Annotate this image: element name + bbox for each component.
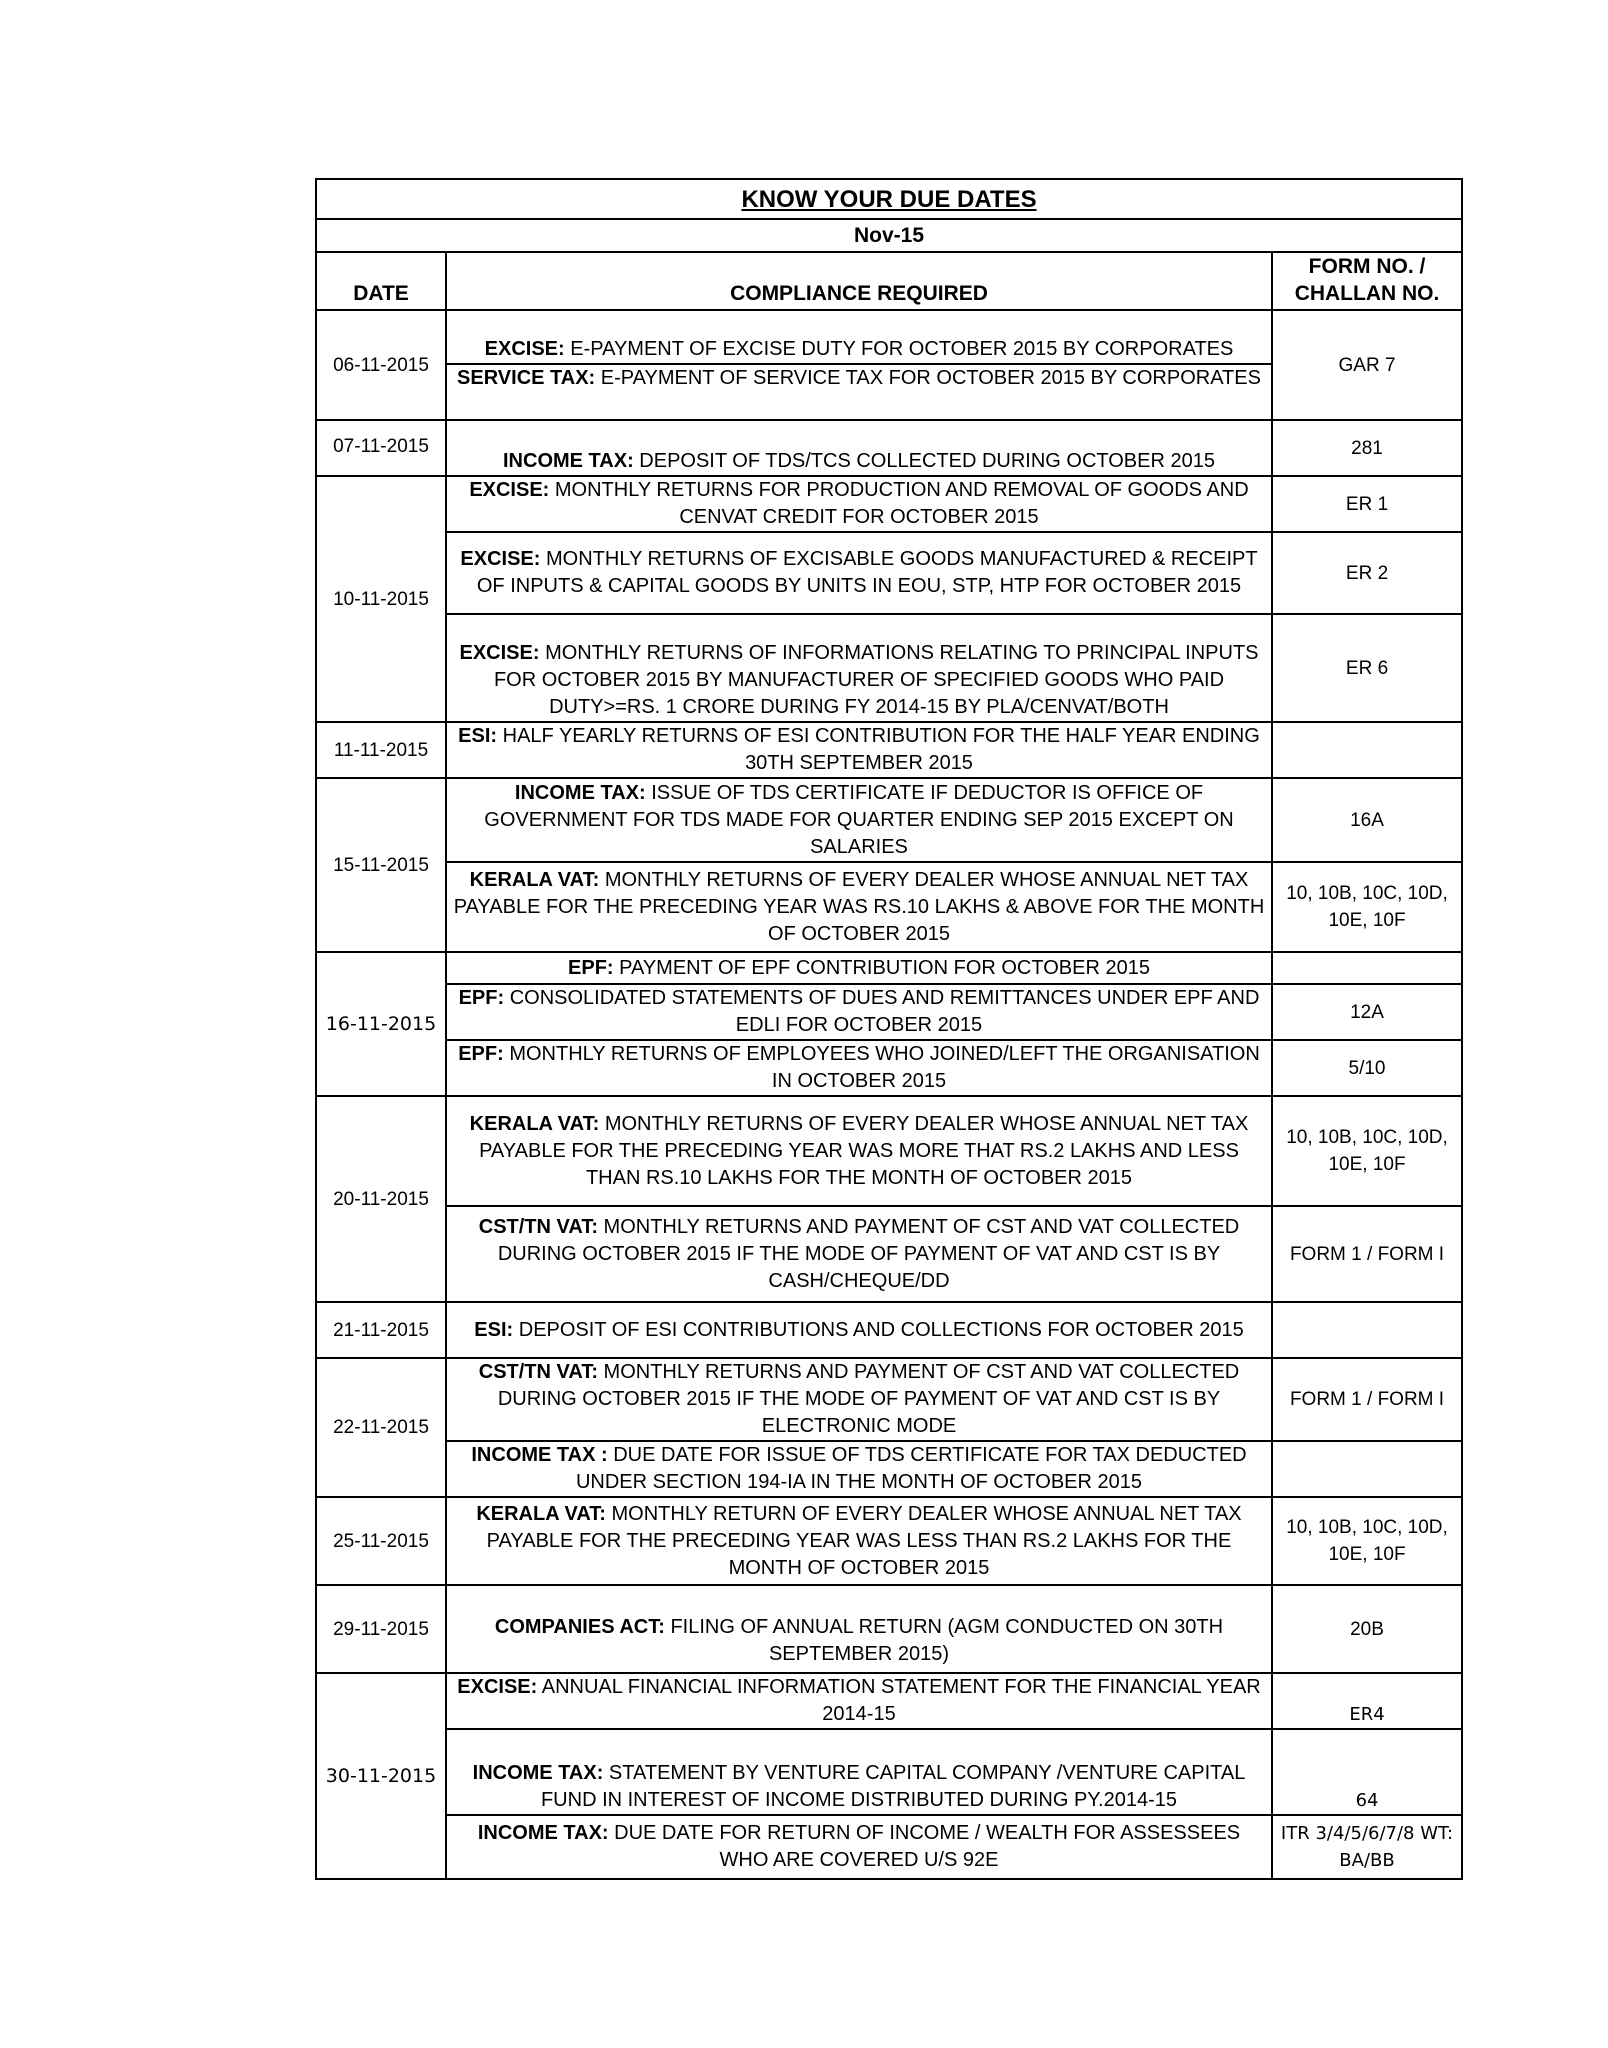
compliance-text: PAYMENT OF EPF CONTRIBUTION FOR OCTOBER 2015 bbox=[613, 956, 1150, 979]
compliance-tag: ESI: bbox=[458, 725, 498, 747]
compliance-cell bbox=[446, 1302, 1272, 1358]
date-cell: 15-11-2015 bbox=[316, 778, 446, 952]
form-cell: ER 6 bbox=[1272, 614, 1462, 722]
table-row bbox=[316, 1040, 1462, 1096]
compliance-text: MONTHLY RETURNS OF EVERY DEALER WHOSE ANNUAL NET TAX PAYABLE FOR THE PRECEDING YEAR WAS RS.10 LAKHS & ABOVE FOR THE MONTH OF OCTOBER 2015 bbox=[453, 868, 1265, 945]
date-cell: 20-11-2015 bbox=[316, 1096, 446, 1302]
date-cell: 10-11-2015 bbox=[316, 476, 446, 722]
compliance-text: MONTHLY RETURNS FOR PRODUCTION AND REMOVAL OF GOODS AND CENVAT CREDIT FOR OCTOBER 2015 bbox=[549, 479, 1249, 528]
compliance-text: MONTHLY RETURNS OF EMPLOYEES WHO JOINED/LEFT THE ORGANISATION IN OCTOBER 2015 bbox=[503, 1043, 1260, 1092]
table-row bbox=[316, 1497, 1462, 1585]
compliance-tag: KERALA VAT: bbox=[476, 1502, 606, 1525]
compliance-cell bbox=[446, 1206, 1272, 1302]
form-cell: 281 bbox=[1272, 420, 1462, 476]
compliance-cell bbox=[446, 310, 1272, 364]
compliance-tag: ESI: bbox=[474, 1318, 514, 1341]
compliance-tag: EXCISE: bbox=[460, 548, 541, 570]
compliance-tag: SERVICE TAX: bbox=[457, 367, 596, 389]
compliance-tag: CST/TN VAT: bbox=[478, 1215, 598, 1238]
table-row bbox=[316, 420, 1462, 476]
table-row bbox=[316, 614, 1462, 722]
form-cell: 10, 10B, 10C, 10D, 10E, 10F bbox=[1272, 1096, 1462, 1206]
table-row bbox=[316, 1206, 1462, 1302]
compliance-text: DEPOSIT OF ESI CONTRIBUTIONS AND COLLECTIONS FOR OCTOBER 2015 bbox=[513, 1318, 1244, 1341]
compliance-tag: INCOME TAX: bbox=[514, 781, 646, 804]
compliance-cell bbox=[446, 1497, 1272, 1585]
compliance-tag: COMPANIES ACT: bbox=[494, 1616, 665, 1638]
compliance-text: MONTHLY RETURNS OF INFORMATIONS RELATING TO PRINCIPAL INPUTS FOR OCTOBER 2015 BY MANUFACTURER OF SPECIFIED GOODS WHO PAID DUTY>=RS. 1 CRORE DURING FY 2014-15 BY PLA/CENVAT/BOTH bbox=[493, 642, 1259, 718]
compliance-cell bbox=[446, 722, 1272, 778]
date-cell: 22-11-2015 bbox=[316, 1358, 446, 1497]
table-row bbox=[316, 1585, 1462, 1673]
compliance-text: DUE DATE FOR RETURN OF INCOME / WEALTH FOR ASSESSEES WHO ARE COVERED U/S 92E bbox=[608, 1822, 1241, 1871]
compliance-tag: INCOME TAX: bbox=[477, 1822, 609, 1844]
form-cell: FORM 1 / FORM I bbox=[1272, 1206, 1462, 1302]
form-cell: 16A bbox=[1272, 778, 1462, 862]
date-cell: 21-11-2015 bbox=[316, 1302, 446, 1358]
header-form: FORM NO. / CHALLAN NO. bbox=[1272, 252, 1462, 310]
table-row bbox=[316, 1441, 1462, 1497]
table-row bbox=[316, 1673, 1462, 1729]
date-cell: 07-11-2015 bbox=[316, 420, 446, 476]
compliance-cell bbox=[446, 1729, 1272, 1815]
compliance-text: MONTHLY RETURN OF EVERY DEALER WHOSE ANNUAL NET TAX PAYABLE FOR THE PRECEDING YEAR WAS LESS THAN RS.2 LAKHS FOR THE MONTH OF OCTOBER 2015 bbox=[486, 1502, 1242, 1579]
form-cell: 12A bbox=[1272, 984, 1462, 1040]
table-row bbox=[316, 778, 1462, 862]
table-row bbox=[316, 1358, 1462, 1441]
compliance-cell bbox=[446, 1585, 1272, 1673]
compliance-tag: EXCISE: bbox=[457, 1676, 538, 1698]
compliance-text: ISSUE OF TDS CERTIFICATE IF DEDUCTOR IS OFFICE OF GOVERNMENT FOR TDS MADE FOR QUARTER ENDING SEP 2015 EXCEPT ON SALARIES bbox=[484, 781, 1234, 858]
document-title: KNOW YOUR DUE DATES bbox=[316, 179, 1462, 219]
compliance-tag: INCOME TAX: bbox=[472, 1762, 604, 1784]
compliance-text: STATEMENT BY VENTURE CAPITAL COMPANY /VENTURE CAPITAL FUND IN INTEREST OF INCOME DISTRIBUTED DURING PY.2014-15 bbox=[540, 1762, 1246, 1811]
compliance-text: MONTHLY RETURNS OF EXCISABLE GOODS MANUFACTURED & RECEIPT OF INPUTS & CAPITAL GOODS BY UNITS IN EOU, STP, HTP FOR OCTOBER 2015 bbox=[476, 548, 1258, 597]
compliance-text: MONTHLY RETURNS AND PAYMENT OF CST AND VAT COLLECTED DURING OCTOBER 2015 IF THE MODE OF PAYMENT OF VAT AND CST IS BY CASH/CHEQUE/DD bbox=[497, 1215, 1240, 1292]
table-row bbox=[316, 1302, 1462, 1358]
compliance-tag: KERALA VAT: bbox=[469, 868, 600, 891]
compliance-cell bbox=[446, 778, 1272, 862]
form-cell bbox=[1272, 1302, 1462, 1358]
compliance-tag: CST/TN VAT: bbox=[478, 1361, 598, 1383]
compliance-cell bbox=[446, 1358, 1272, 1441]
compliance-tag: INCOME TAX: bbox=[503, 450, 634, 472]
compliance-tag: KERALA VAT: bbox=[469, 1112, 600, 1135]
compliance-cell bbox=[446, 1441, 1272, 1497]
date-cell: 25-11-2015 bbox=[316, 1497, 446, 1585]
table-row bbox=[316, 1815, 1462, 1879]
table-row bbox=[316, 532, 1462, 614]
compliance-text: E-PAYMENT OF EXCISE DUTY FOR OCTOBER 2015 BY CORPORATES bbox=[564, 338, 1234, 360]
compliance-tag: EPF: bbox=[458, 987, 505, 1009]
header-date: DATE bbox=[316, 252, 446, 310]
compliance-cell bbox=[446, 1673, 1272, 1729]
form-cell: ER4 bbox=[1272, 1673, 1462, 1729]
compliance-cell bbox=[446, 364, 1272, 420]
table-row bbox=[316, 310, 1462, 364]
compliance-tag: EPF: bbox=[568, 956, 614, 979]
compliance-cell bbox=[446, 532, 1272, 614]
form-cell: 64 bbox=[1272, 1729, 1462, 1815]
compliance-cell bbox=[446, 952, 1272, 984]
date-cell: 30-11-2015 bbox=[316, 1673, 446, 1879]
form-cell: ER 2 bbox=[1272, 532, 1462, 614]
date-cell: 06-11-2015 bbox=[316, 310, 446, 420]
form-cell: 10, 10B, 10C, 10D, 10E, 10F bbox=[1272, 862, 1462, 952]
compliance-text: MONTHLY RETURNS OF EVERY DEALER WHOSE ANNUAL NET TAX PAYABLE FOR THE PRECEDING YEAR WAS MORE THAT RS.2 LAKHS AND LESS THAN RS.10 LAKHS FOR THE MONTH OF OCTOBER 2015 bbox=[479, 1112, 1249, 1189]
compliance-cell bbox=[446, 862, 1272, 952]
compliance-text: ANNUAL FINANCIAL INFORMATION STATEMENT FOR THE FINANCIAL YEAR 2014-15 bbox=[537, 1676, 1261, 1725]
compliance-tag: INCOME TAX : bbox=[471, 1444, 608, 1466]
compliance-tag: EXCISE: bbox=[469, 479, 550, 501]
form-cell: 20B bbox=[1272, 1585, 1462, 1673]
compliance-cell bbox=[446, 476, 1272, 532]
compliance-text: CONSOLIDATED STATEMENTS OF DUES AND REMITTANCES UNDER EPF AND EDLI FOR OCTOBER 2015 bbox=[504, 987, 1260, 1036]
compliance-text: HALF YEARLY RETURNS OF ESI CONTRIBUTION FOR THE HALF YEAR ENDING 30TH SEPTEMBER 2015 bbox=[497, 725, 1260, 774]
form-cell: GAR 7 bbox=[1272, 310, 1462, 420]
date-cell: 11-11-2015 bbox=[316, 722, 446, 778]
compliance-text: MONTHLY RETURNS AND PAYMENT OF CST AND VAT COLLECTED DURING OCTOBER 2015 IF THE MODE OF PAYMENT OF VAT AND CST IS BY ELECTRONIC MODE bbox=[497, 1361, 1240, 1437]
table-row bbox=[316, 1729, 1462, 1815]
compliance-text: DEPOSIT OF TDS/TCS COLLECTED DURING OCTOBER 2015 bbox=[633, 450, 1215, 472]
compliance-cell bbox=[446, 1040, 1272, 1096]
compliance-cell bbox=[446, 1815, 1272, 1879]
compliance-text: DUE DATE FOR ISSUE OF TDS CERTIFICATE FOR TAX DEDUCTED UNDER SECTION 194-IA IN THE MONTH OF OCTOBER 2015 bbox=[575, 1444, 1247, 1493]
date-cell: 29-11-2015 bbox=[316, 1585, 446, 1673]
form-cell: ER 1 bbox=[1272, 476, 1462, 532]
table-row bbox=[316, 984, 1462, 1040]
date-cell: 16-11-2015 bbox=[316, 952, 446, 1096]
table-row bbox=[316, 476, 1462, 532]
compliance-cell bbox=[446, 420, 1272, 476]
form-cell bbox=[1272, 722, 1462, 778]
compliance-cell bbox=[446, 984, 1272, 1040]
form-cell: 5/10 bbox=[1272, 1040, 1462, 1096]
form-cell: FORM 1 / FORM I bbox=[1272, 1358, 1462, 1441]
table-row bbox=[316, 952, 1462, 984]
compliance-tag: EXCISE: bbox=[484, 338, 565, 360]
table-row bbox=[316, 862, 1462, 952]
table-row bbox=[316, 722, 1462, 778]
form-cell: ITR 3/4/5/6/7/8 WT: BA/BB bbox=[1272, 1815, 1462, 1879]
form-cell: 10, 10B, 10C, 10D, 10E, 10F bbox=[1272, 1497, 1462, 1585]
header-compliance: COMPLIANCE REQUIRED bbox=[446, 252, 1272, 310]
compliance-tag: EXCISE: bbox=[459, 642, 540, 664]
form-cell bbox=[1272, 952, 1462, 984]
due-dates-table bbox=[315, 178, 1463, 1880]
month-heading: Nov-15 bbox=[316, 219, 1462, 252]
form-cell bbox=[1272, 1441, 1462, 1497]
table-row bbox=[316, 1096, 1462, 1206]
compliance-text: E-PAYMENT OF SERVICE TAX FOR OCTOBER 2015 BY CORPORATES bbox=[595, 367, 1261, 389]
compliance-cell bbox=[446, 1096, 1272, 1206]
compliance-tag: EPF: bbox=[458, 1043, 504, 1065]
compliance-cell bbox=[446, 614, 1272, 722]
compliance-text: FILING OF ANNUAL RETURN (AGM CONDUCTED ON 30TH SEPTEMBER 2015) bbox=[664, 1616, 1224, 1665]
